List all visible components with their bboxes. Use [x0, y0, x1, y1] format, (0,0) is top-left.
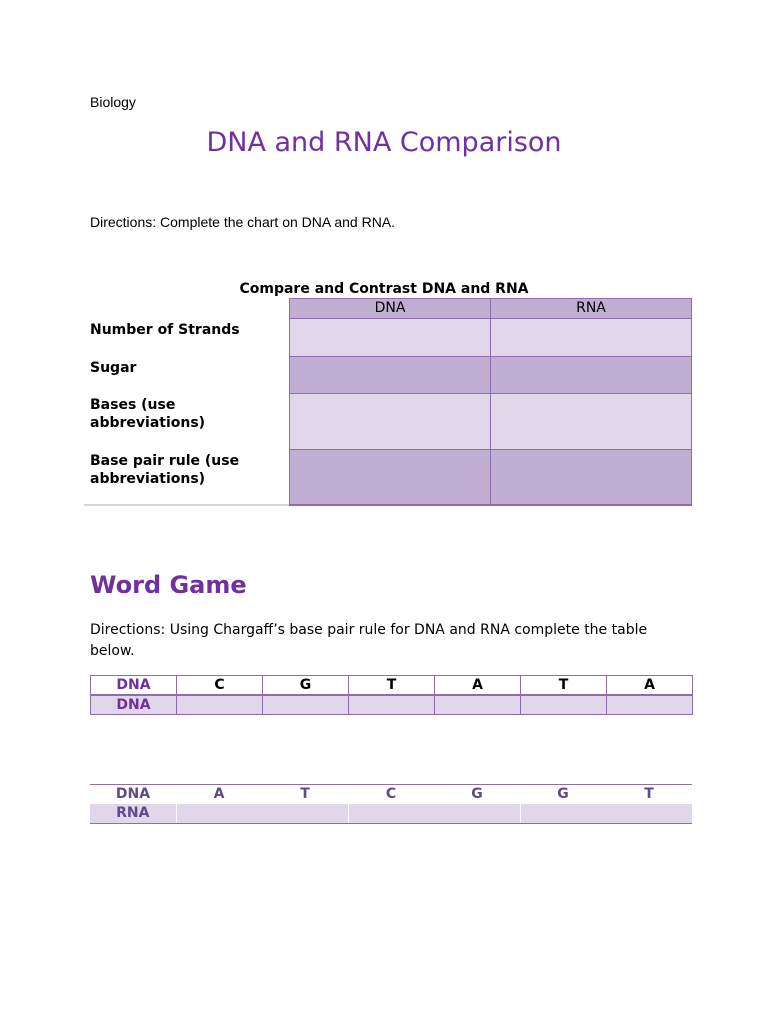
table1-base: C	[177, 676, 263, 696]
word-game-table-dna-dna	[90, 675, 693, 715]
word-game-table-dna-rna	[90, 784, 692, 824]
table1-base: T	[521, 676, 607, 696]
table1-answer-cell[interactable]	[177, 695, 263, 715]
table1-row1-label: DNA	[91, 676, 177, 696]
row-label-number-of-strands: Number of Strands	[90, 321, 240, 338]
cell-bases-rna[interactable]	[491, 394, 692, 450]
cell-sugar-rna[interactable]	[491, 357, 692, 394]
cell-strands-rna[interactable]	[491, 319, 692, 357]
table2-row1-label: DNA	[90, 785, 176, 805]
table1-answer-cell[interactable]	[607, 695, 693, 715]
table2-base: C	[348, 785, 434, 805]
table1-base: T	[349, 676, 435, 696]
table1-base: A	[435, 676, 521, 696]
table2-answer-cell[interactable]	[520, 804, 692, 824]
row-label-sugar: Sugar	[90, 359, 137, 376]
table1-base: G	[263, 676, 349, 696]
table1-answer-cell[interactable]	[263, 695, 349, 715]
cell-bases-dna[interactable]	[290, 394, 491, 450]
subject-label: Biology	[90, 94, 136, 110]
word-game-directions: Directions: Using Chargaff’s base pair rule for DNA and RNA complete the table below.	[90, 622, 648, 659]
table2-base: G	[520, 785, 606, 805]
chart-directions: Directions: Complete the chart on DNA and RNA.	[90, 214, 396, 230]
page-title: DNA and RNA Comparison	[206, 127, 562, 158]
table1-base: A	[607, 676, 693, 696]
comparison-table-caption: Compare and Contrast DNA and RNA	[239, 281, 529, 297]
row-label-base-pair-rule: Base pair rule (use abbreviations)	[90, 452, 240, 487]
table2-answer-cell[interactable]	[176, 804, 348, 824]
table1-answer-cell[interactable]	[435, 695, 521, 715]
cell-base-pair-rna[interactable]	[491, 450, 692, 505]
cell-base-pair-dna[interactable]	[290, 450, 491, 505]
table2-row2-label: RNA	[90, 804, 176, 824]
row-label-bases: Bases (use abbreviations)	[90, 396, 206, 431]
cell-sugar-dna[interactable]	[290, 357, 491, 394]
word-game-heading: Word Game	[90, 571, 247, 599]
comparison-header-blank	[84, 299, 290, 319]
table2-base: T	[606, 785, 692, 805]
table1-answer-cell[interactable]	[521, 695, 607, 715]
table1-answer-cell[interactable]	[349, 695, 435, 715]
cell-strands-dna[interactable]	[290, 319, 491, 357]
table2-base: A	[176, 785, 262, 805]
table2-base: G	[434, 785, 520, 805]
table2-base: T	[262, 785, 348, 805]
table1-row2-label: DNA	[91, 695, 177, 715]
comparison-header-rna: RNA	[491, 299, 692, 319]
table2-answer-cell[interactable]	[348, 804, 520, 824]
comparison-header-dna: DNA	[290, 299, 491, 319]
comparison-table	[84, 298, 692, 506]
